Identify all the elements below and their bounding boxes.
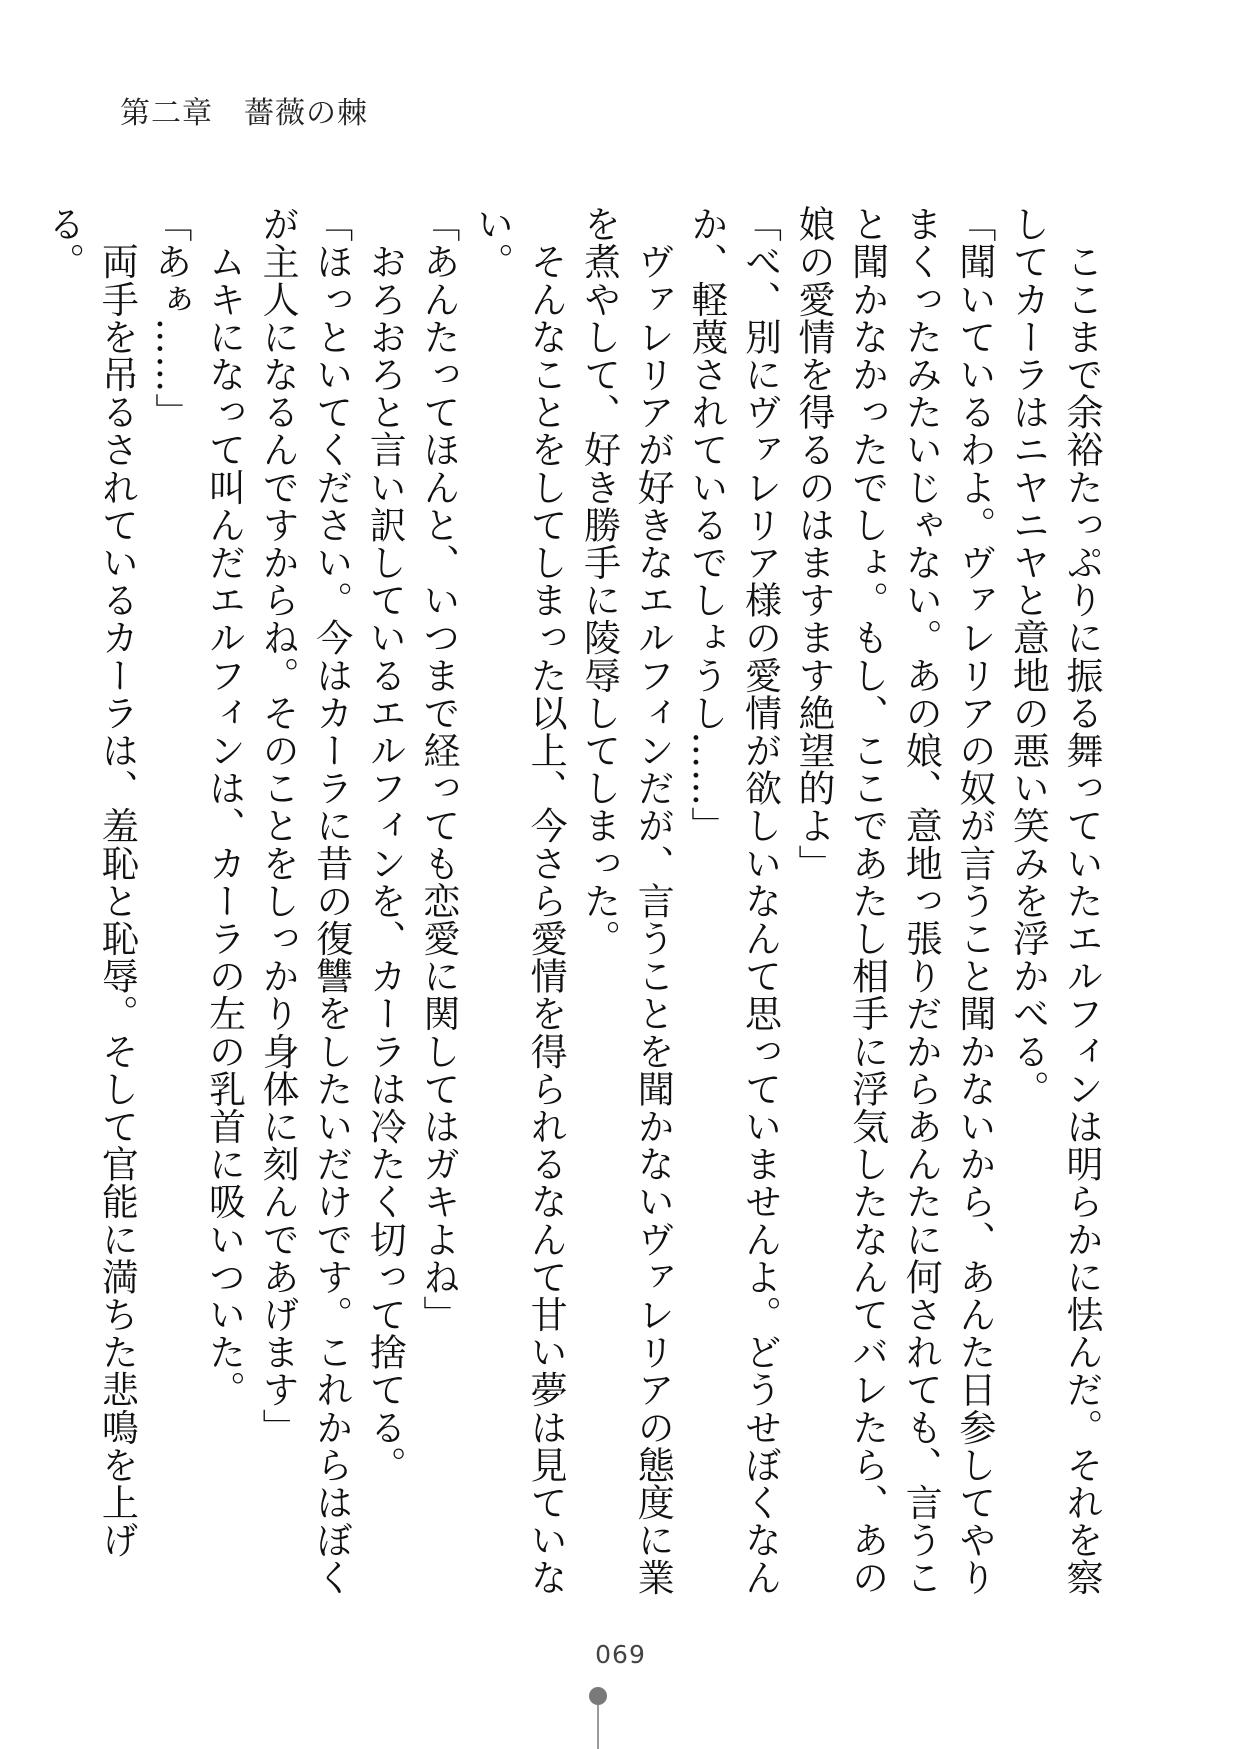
chapter-running-header: 第二章 薔薇の棘 bbox=[120, 96, 368, 131]
folio-line-ornament bbox=[597, 1705, 599, 1749]
paragraph: ムキになって叫んだエルフィンは、カーラの左の乳首に吸いついた。 bbox=[202, 205, 246, 1409]
paragraph: 両手を吊るされているカーラは、羞恥と恥辱。そして官能に満ちた悲鳴を上げる。 bbox=[41, 205, 139, 1559]
paragraph: そんなことをしてしまった以上、今さら愛情を得られるなんて甘い夢は見ていない。 bbox=[470, 205, 568, 1597]
paragraph: 「聞いているわよ。ヴァレリアの奴が言うこと聞かないから、あんた日参してやりまくったみたいじゃない。あの娘、意地っ張りだからあんたに何されても、言うこと聞かなかったでしょ。もし、ここであたし相手に浮気したなんてバレたら、あの娘の愛情を得るのはますます絶望的よ」 bbox=[792, 205, 996, 1597]
paragraph: ここまで余裕たっぷりに振る舞っていたエルフィンは明らかに怯んだ。それを察してカーラはニヤニヤと意地の悪い笑みを浮かべる。 bbox=[1006, 205, 1103, 1597]
vertical-body-text bbox=[41, 205, 1108, 1605]
paragraph: 「ほっといてください。今はカーラに昔の復讐をしたいだけです。これからはぼくが主人になるんですからね。そのことをしっかり身体に刻んであげます」 bbox=[256, 205, 353, 1597]
paragraph: 「あぁ……」 bbox=[148, 205, 192, 431]
folio-dot-ornament bbox=[589, 1687, 607, 1705]
paragraph: 「べ、別にヴァレリア様の愛情が欲しいなんて思っていませんよ。どうせぼくなんか、軽蔑されているでしょうし……」 bbox=[684, 205, 782, 1597]
page-number: 069 bbox=[595, 1640, 646, 1669]
paragraph: ヴァレリアが好きなエルフィンだが、言うことを聞かないヴァレリアの態度に業を煮やして、好き勝手に陵辱してしまった。 bbox=[577, 205, 675, 1597]
paragraph: おろおろと言い訳しているエルフィンを、カーラは冷たく切って捨てる。 bbox=[363, 205, 407, 1484]
paragraph: 「あんたってほんと、いつまで経っても恋愛に関してはガキよね」 bbox=[416, 205, 460, 1333]
